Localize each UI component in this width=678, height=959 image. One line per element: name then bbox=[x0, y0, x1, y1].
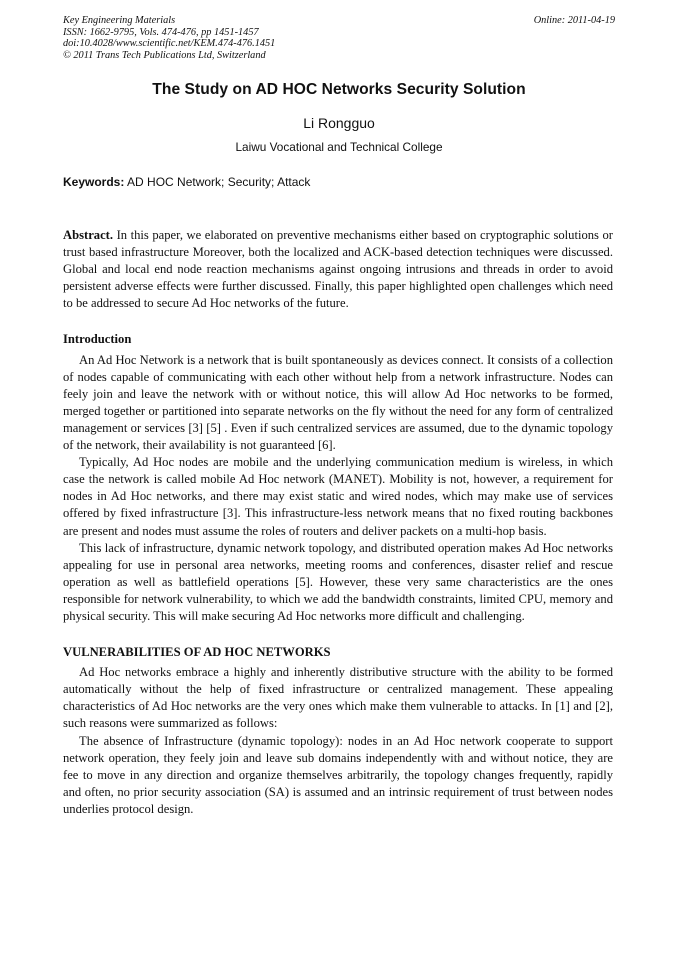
doi-line: doi:10.4028/www.scientific.net/KEM.474-476.1451 bbox=[63, 38, 276, 50]
abstract-label: Abstract. bbox=[63, 228, 114, 242]
paper-body bbox=[63, 227, 613, 818]
journal-name: Key Engineering Materials bbox=[63, 15, 176, 26]
vulnerabilities-heading: VULNERABILITIES OF AD HOC NETWORKS bbox=[63, 645, 331, 660]
abstract-text: In this paper, we elaborated on preventive mechanisms either based on cryptographic solutions or trust based infrastructure Moreover, both the localized and ACK-based detection techniques were discussed. Global and local end node reaction mechanisms against ongoing intrusions and threads in order to avoid persistent adverse effects were further discussed. Finally, this paper highlighted open challenges which need to be addressed to secure Ad Hoc networks of the future. bbox=[63, 228, 614, 311]
vulnerabilities-paragraph: The absence of Infrastructure (dynamic topology): nodes in an Ad Hoc network cooperate to support network operation, they feely join and leave sub domains independently with and without notice, they are fee to move in any direction and organize themselves arbitrarily, the topology changes frequently, rapidly and often, no prior security association (SA) is assumed and an intrinsic requirement of trust between nodes underlies protocol design. bbox=[63, 733, 613, 816]
issn-line: ISSN: 1662-9795, Vols. 474-476, pp 1451-1457 bbox=[63, 26, 259, 38]
copyright-line: © 2011 Trans Tech Publications Ltd, Switzerland bbox=[63, 49, 266, 61]
online-date: Online: 2011-04-19 bbox=[533, 15, 615, 26]
keywords-line bbox=[63, 175, 310, 189]
intro-paragraph: An Ad Hoc Network is a network that is built spontaneously as devices connect. It consists of a collection of nodes capable of communicating with each other without help from a network infrastructure. Nodes can feely join and leave the network with or without notice, this will allow Ad Hoc networks to be formed, merged together or partitioned into separate networks on the fly without the need for any form of centralized management or services [3] [5] . Even if such centralized services are assumed, due to the dynamic topology of the network, their availability is not guaranteed [6]. bbox=[63, 352, 613, 453]
journal-header bbox=[63, 15, 615, 61]
intro-paragraph: Typically, Ad Hoc nodes are mobile and the underlying communication medium is wireless, in which case the network is called mobile Ad Hoc network (MANET). Mobility is not, however, a requirement for nodes in Ad Hoc networks, and there may exist static and wired nodes, which may make use of services offered by fixed infrastructure [3]. This infrastructure-less network means that no fixed routing backbones are present and nodes must assume the roles of routers and deliver packets on a multi-hop basis. bbox=[63, 455, 613, 538]
vulnerabilities-paragraph: Ad Hoc networks embrace a highly and inherently distributive structure with the ability to be formed automatically without the help of fixed infrastructure or centralized management. These appealing characteristics of Ad Hoc networks are the very ones which make them vulnerable to attacks. In [1] and [2], such reasons were summarized as follows: bbox=[63, 665, 613, 731]
introduction-heading: Introduction bbox=[63, 332, 132, 347]
keywords-text: AD HOC Network; Security; Attack bbox=[127, 175, 311, 189]
abstract bbox=[63, 227, 613, 312]
keywords-label: Keywords: bbox=[63, 175, 125, 189]
paper-title: The Study on AD HOC Networks Security Solution bbox=[152, 81, 526, 98]
intro-paragraph: This lack of infrastructure, dynamic network topology, and distributed operation makes Ad Hoc networks appealing for use in personal area networks, meeting rooms and conferences, disaster relief and rescue operation as well as battlefield operations [5]. However, these very same characteristics are the ones responsible for network vulnerability, to which we add the bandwidth constraints, limited CPU, memory and physical security. This will make securing Ad Hoc networks more difficult and challenging. bbox=[63, 540, 613, 623]
author-affiliation: Laiwu Vocational and Technical College bbox=[235, 140, 443, 154]
author-name: Li Rongguo bbox=[303, 115, 375, 131]
